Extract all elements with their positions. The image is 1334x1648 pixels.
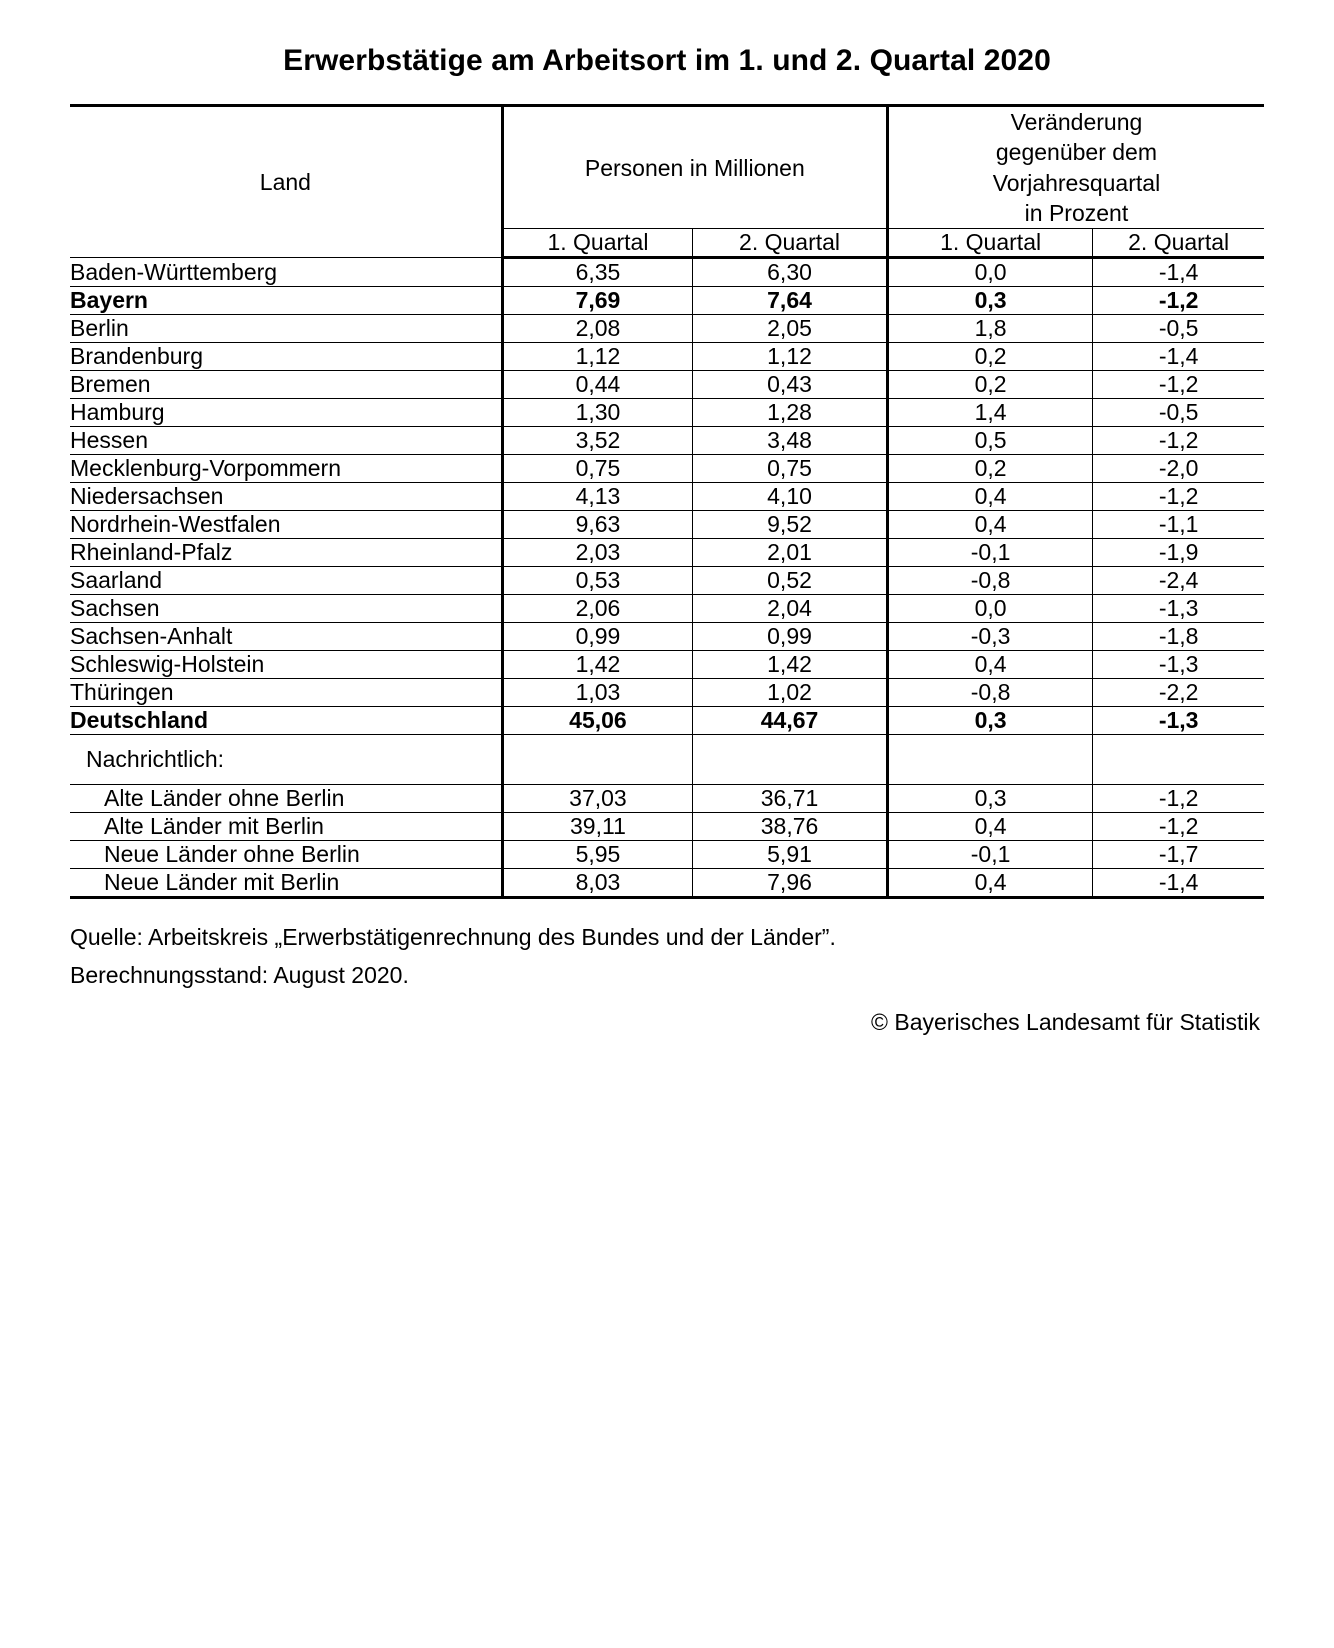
row-q1-persons: 0,53: [502, 567, 692, 595]
row-q1-change: 0,2: [887, 343, 1092, 371]
row-q1-change: 0,4: [887, 483, 1092, 511]
row-q2-change: -1,1: [1093, 511, 1264, 539]
row-q2-change: -1,3: [1093, 707, 1264, 735]
note-label-spacer-4: [1093, 735, 1264, 785]
row-q1-change: 0,0: [887, 595, 1092, 623]
row-q2-persons: 6,30: [693, 258, 888, 287]
statistics-table: [70, 104, 1264, 899]
table-row: [70, 623, 1264, 651]
row-q2-change: -1,9: [1093, 539, 1264, 567]
row-q2-persons: 2,05: [693, 315, 888, 343]
row-q2-persons: 1,42: [693, 651, 888, 679]
row-q2-persons: 36,71: [693, 785, 888, 813]
table-row-note: [70, 841, 1264, 869]
row-land: Berlin: [70, 315, 502, 343]
row-q1-change: -0,1: [887, 841, 1092, 869]
row-q1-persons: 2,08: [502, 315, 692, 343]
row-q1-change: -0,3: [887, 623, 1092, 651]
row-q1-change: 0,4: [887, 813, 1092, 841]
copyright-note: © Bayerisches Landesamt für Statistik: [871, 1008, 1260, 1035]
row-q1-persons: 37,03: [502, 785, 692, 813]
row-q2-persons: 1,12: [693, 343, 888, 371]
row-land: Neue Länder ohne Berlin: [70, 841, 502, 869]
table-row: [70, 371, 1264, 399]
row-q1-change: 0,3: [887, 707, 1092, 735]
row-q2-change: -1,4: [1093, 343, 1264, 371]
row-q1-persons: 1,12: [502, 343, 692, 371]
table-row-note: [70, 869, 1264, 898]
row-q2-persons: 38,76: [693, 813, 888, 841]
row-q2-persons: 5,91: [693, 841, 888, 869]
row-land: Saarland: [70, 567, 502, 595]
row-q2-change: -1,2: [1093, 371, 1264, 399]
row-q2-persons: 0,43: [693, 371, 888, 399]
header-row-groups: [70, 106, 1264, 229]
row-q2-change: -2,4: [1093, 567, 1264, 595]
row-land: Niedersachsen: [70, 483, 502, 511]
row-q1-persons: 0,44: [502, 371, 692, 399]
row-q1-change: 0,4: [887, 511, 1092, 539]
row-q2-change: -1,2: [1093, 483, 1264, 511]
table-footer: [70, 899, 1264, 1041]
row-q1-persons: 2,03: [502, 539, 692, 567]
page-title: Erwerbstätige am Arbeitsort im 1. und 2. Quartal 2020: [283, 44, 1051, 77]
column-header-q1-change: 1. Quartal: [887, 229, 1092, 258]
row-q1-change: 0,2: [887, 455, 1092, 483]
row-q1-change: -0,8: [887, 679, 1092, 707]
column-header-q2-change: 2. Quartal: [1093, 229, 1264, 258]
row-q1-change: 1,8: [887, 315, 1092, 343]
row-land: Rheinland-Pfalz: [70, 539, 502, 567]
row-q2-persons: 7,64: [693, 287, 888, 315]
row-land: Hessen: [70, 427, 502, 455]
row-q1-persons: 9,63: [502, 511, 692, 539]
row-q1-persons: 8,03: [502, 869, 692, 898]
table-row: [70, 511, 1264, 539]
row-land: Baden-Württemberg: [70, 258, 502, 287]
row-land: Sachsen-Anhalt: [70, 623, 502, 651]
table-row: [70, 595, 1264, 623]
row-q1-change: 0,2: [887, 371, 1092, 399]
row-land: Thüringen: [70, 679, 502, 707]
row-land: Deutschland: [70, 707, 502, 735]
row-q2-change: -1,2: [1093, 427, 1264, 455]
row-q2-persons: 2,01: [693, 539, 888, 567]
row-q1-persons: 5,95: [502, 841, 692, 869]
row-q1-change: 1,4: [887, 399, 1092, 427]
row-land: Schleswig-Holstein: [70, 651, 502, 679]
column-header-q2-persons: 2. Quartal: [693, 229, 888, 258]
table-row: [70, 399, 1264, 427]
row-land: Hamburg: [70, 399, 502, 427]
group-change-line-3: Vorjahresquartal: [992, 169, 1161, 196]
row-q2-persons: 1,02: [693, 679, 888, 707]
calculation-status: Berechnungsstand: August 2020.: [70, 961, 409, 988]
note-label-spacer-2: [693, 735, 888, 785]
row-q2-persons: 9,52: [693, 511, 888, 539]
row-land: Mecklenburg-Vorpommern: [70, 455, 502, 483]
table-row: [70, 315, 1264, 343]
row-land: Brandenburg: [70, 343, 502, 371]
table-row: [70, 567, 1264, 595]
row-land: Bremen: [70, 371, 502, 399]
table-row: [70, 455, 1264, 483]
row-q1-persons: 45,06: [502, 707, 692, 735]
note-label-spacer-3: [887, 735, 1092, 785]
table-row-note: [70, 785, 1264, 813]
row-q2-persons: 3,48: [693, 427, 888, 455]
row-q2-change: -1,2: [1093, 287, 1264, 315]
row-q1-change: -0,8: [887, 567, 1092, 595]
row-q2-persons: 0,99: [693, 623, 888, 651]
row-q1-persons: 4,13: [502, 483, 692, 511]
row-q1-persons: 0,75: [502, 455, 692, 483]
table-row: [70, 651, 1264, 679]
row-land: Neue Länder mit Berlin: [70, 869, 502, 898]
table-row: [70, 343, 1264, 371]
row-q2-change: -2,2: [1093, 679, 1264, 707]
table-row: [70, 483, 1264, 511]
row-q1-change: 0,4: [887, 651, 1092, 679]
row-q2-persons: 7,96: [693, 869, 888, 898]
source-note: Quelle: Arbeitskreis „Erwerbstätigenrechnung des Bundes und der Länder”.: [70, 924, 836, 951]
row-q2-change: -1,4: [1093, 869, 1264, 898]
row-q2-persons: 0,52: [693, 567, 888, 595]
column-header-land: Land: [70, 106, 502, 258]
row-q1-persons: 1,30: [502, 399, 692, 427]
row-q1-change: -0,1: [887, 539, 1092, 567]
row-q2-persons: 1,28: [693, 399, 888, 427]
column-header-q1-persons: 1. Quartal: [502, 229, 692, 258]
row-q2-change: -1,3: [1093, 595, 1264, 623]
row-q2-change: -1,3: [1093, 651, 1264, 679]
row-q2-persons: 4,10: [693, 483, 888, 511]
row-q1-persons: 0,99: [502, 623, 692, 651]
table-body: [70, 258, 1264, 898]
table-header: [70, 106, 1264, 258]
row-q1-change: 0,5: [887, 427, 1092, 455]
row-q2-change: -2,0: [1093, 455, 1264, 483]
column-group-persons: Personen in Millionen: [502, 106, 887, 229]
note-label-spacer-1: [502, 735, 692, 785]
row-q2-change: -0,5: [1093, 399, 1264, 427]
row-q2-change: -1,2: [1093, 813, 1264, 841]
group-change-line-4: in Prozent: [1024, 200, 1129, 227]
row-q2-persons: 2,04: [693, 595, 888, 623]
group-change-line-1: Veränderung: [1010, 109, 1143, 135]
row-q1-change: 0,0: [887, 258, 1092, 287]
row-q2-persons: 44,67: [693, 707, 888, 735]
table-row-note-label: [70, 735, 1264, 785]
row-q1-change: 0,3: [887, 287, 1092, 315]
note-label: Nachrichtlich:: [70, 735, 502, 785]
column-group-change: [887, 106, 1264, 229]
row-q2-persons: 0,75: [693, 455, 888, 483]
row-q2-change: -1,8: [1093, 623, 1264, 651]
row-q1-change: 0,3: [887, 785, 1092, 813]
table-row-note: [70, 813, 1264, 841]
row-q1-persons: 39,11: [502, 813, 692, 841]
row-q2-change: -1,4: [1093, 258, 1264, 287]
row-land: Bayern: [70, 287, 502, 315]
row-q1-persons: 2,06: [502, 595, 692, 623]
row-q2-change: -1,2: [1093, 785, 1264, 813]
group-change-line-2: gegenüber dem: [995, 139, 1157, 166]
row-q1-persons: 1,03: [502, 679, 692, 707]
row-q2-change: -0,5: [1093, 315, 1264, 343]
table-row: [70, 539, 1264, 567]
row-q1-persons: 3,52: [502, 427, 692, 455]
table-row-deutschland: [70, 707, 1264, 735]
table-row: [70, 427, 1264, 455]
row-q2-change: -1,7: [1093, 841, 1264, 869]
row-land: Sachsen: [70, 595, 502, 623]
row-land: Alte Länder ohne Berlin: [70, 785, 502, 813]
table-row: [70, 679, 1264, 707]
row-land: Alte Länder mit Berlin: [70, 813, 502, 841]
table-row-bayern: [70, 287, 1264, 315]
row-q1-change: 0,4: [887, 869, 1092, 898]
row-q1-persons: 1,42: [502, 651, 692, 679]
row-q1-persons: 6,35: [502, 258, 692, 287]
table-row: [70, 258, 1264, 287]
row-land: Nordrhein-Westfalen: [70, 511, 502, 539]
row-q1-persons: 7,69: [502, 287, 692, 315]
